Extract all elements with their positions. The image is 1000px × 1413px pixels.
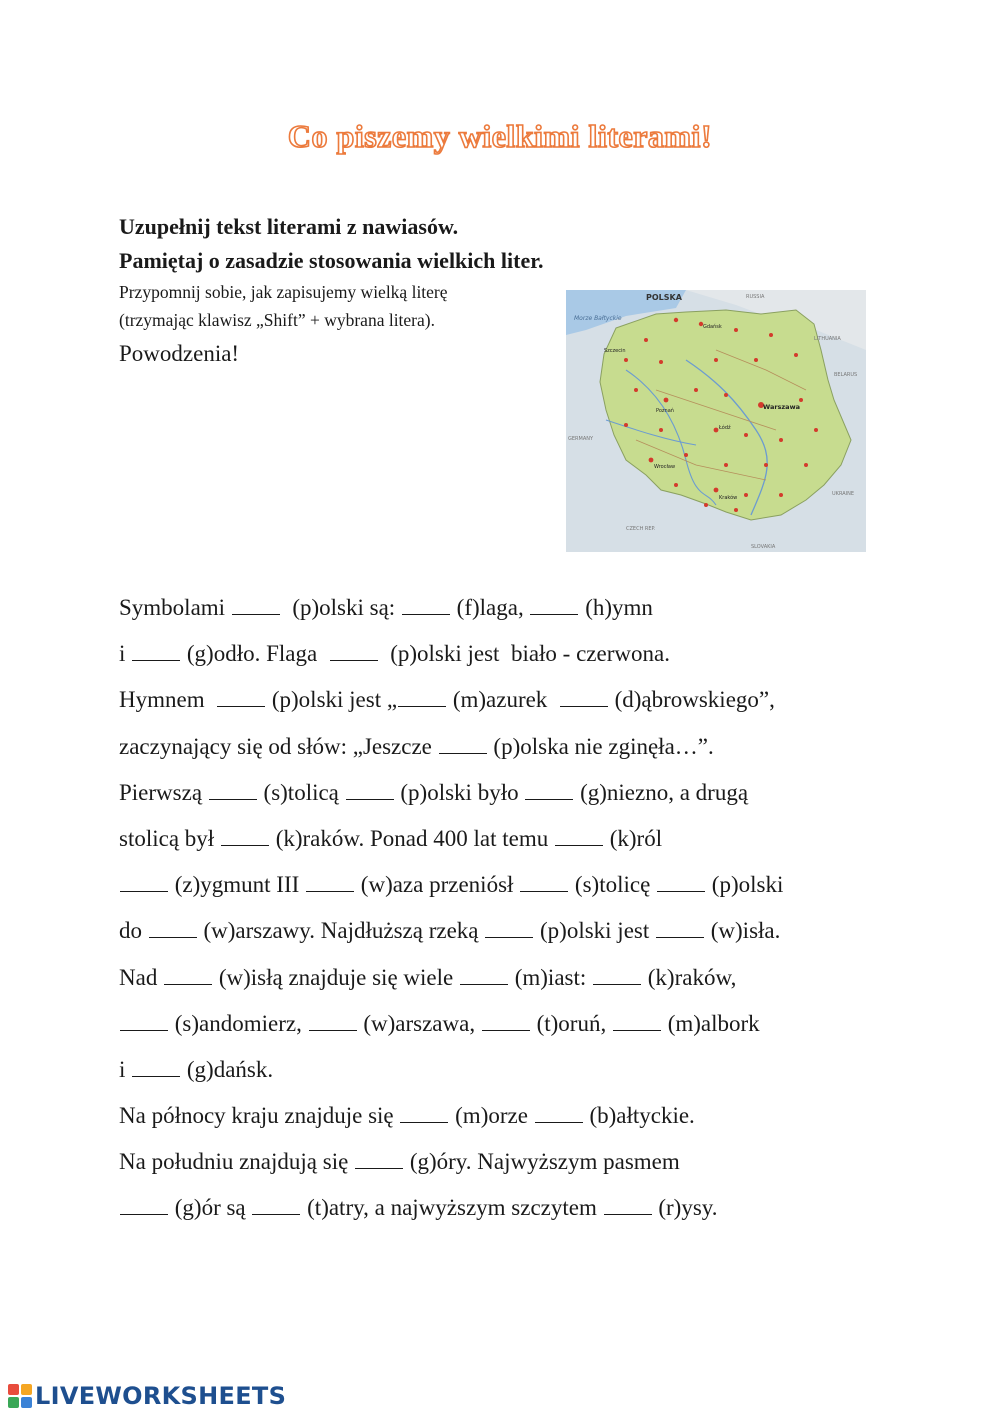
answer-blank-35[interactable] bbox=[604, 1196, 652, 1215]
answer-blank-23[interactable] bbox=[460, 966, 508, 985]
answer-blank-6[interactable] bbox=[217, 688, 265, 707]
answer-blank-27[interactable] bbox=[482, 1012, 530, 1031]
exercise-line bbox=[119, 1139, 919, 1185]
answer-blank-20[interactable] bbox=[485, 919, 533, 938]
map-capital-label: Warszawa bbox=[763, 403, 800, 411]
exercise-text-segment: (p)olski jest „ bbox=[266, 687, 398, 713]
answer-blank-5[interactable] bbox=[330, 642, 378, 661]
liveworksheets-logo bbox=[8, 1381, 286, 1411]
answer-blank-19[interactable] bbox=[149, 919, 197, 938]
instruction-line-1: Uzupełnij tekst literami z nawiasów. bbox=[119, 214, 459, 239]
exercise-line bbox=[119, 1185, 919, 1231]
map-city-label: Gdańsk bbox=[703, 324, 722, 330]
exercise-text bbox=[119, 585, 919, 1232]
map-city-label: Łódź bbox=[719, 425, 731, 431]
exercise-text-segment: (s)tolicę bbox=[569, 872, 657, 898]
instruction-line-4: (trzymając klawisz „Shift” + wybrana litera). bbox=[119, 310, 435, 330]
answer-blank-26[interactable] bbox=[309, 1012, 357, 1031]
exercise-text-segment: Na północy kraju znajduje się bbox=[119, 1103, 400, 1129]
answer-blank-8[interactable] bbox=[560, 688, 608, 707]
map-neighbor-label: CZECH REP. bbox=[626, 526, 656, 532]
exercise-text-segment: zaczynający się od słów: „Jeszcze bbox=[119, 733, 438, 759]
answer-blank-24[interactable] bbox=[593, 966, 641, 985]
answer-blank-17[interactable] bbox=[520, 873, 568, 892]
answer-blank-12[interactable] bbox=[525, 781, 573, 800]
exercise-text-segment: (s)andomierz, bbox=[169, 1010, 308, 1036]
exercise-text-segment: (s)tolicą bbox=[257, 779, 345, 805]
instruction-good-luck: Powodzenia! bbox=[119, 341, 240, 366]
map-city-label: Szczecin bbox=[604, 348, 626, 354]
exercise-text-segment: Nad bbox=[119, 964, 164, 990]
answer-blank-1[interactable] bbox=[232, 596, 280, 615]
map-city-label: Wrocław bbox=[654, 464, 676, 470]
map-neighbor-label: SLOVAKIA bbox=[751, 544, 776, 550]
exercise-line bbox=[119, 862, 919, 908]
exercise-text-segment: (k)raków, bbox=[642, 964, 737, 990]
exercise-text-segment: (g)ór są bbox=[169, 1195, 252, 1221]
exercise-text-segment: (w)arszawy. Najdłuższą rzeką bbox=[197, 918, 485, 944]
exercise-line bbox=[119, 724, 919, 770]
map-sea-label: Morze Bałtyckie bbox=[574, 315, 622, 322]
answer-blank-13[interactable] bbox=[221, 827, 269, 846]
exercise-text-segment: (g)niezno, a drugą bbox=[574, 779, 749, 805]
exercise-text-segment: (m)iast: bbox=[508, 964, 593, 990]
answer-blank-11[interactable] bbox=[346, 781, 394, 800]
answer-blank-16[interactable] bbox=[306, 873, 354, 892]
exercise-text-segment: (g)dańsk. bbox=[181, 1056, 274, 1082]
exercise-line bbox=[119, 816, 919, 862]
exercise-text-segment: (m)orze bbox=[449, 1103, 534, 1129]
exercise-text-segment: (w)arszawa, bbox=[357, 1010, 481, 1036]
answer-blank-33[interactable] bbox=[120, 1196, 168, 1215]
answer-blank-30[interactable] bbox=[400, 1104, 448, 1123]
exercise-text-segment: Na południu znajdują się bbox=[119, 1149, 355, 1175]
answer-blank-31[interactable] bbox=[535, 1104, 583, 1123]
answer-blank-7[interactable] bbox=[398, 688, 446, 707]
answer-blank-9[interactable] bbox=[439, 735, 487, 754]
answer-blank-14[interactable] bbox=[555, 827, 603, 846]
exercise-text-segment: (t)atry, a najwyższym szczytem bbox=[301, 1195, 603, 1221]
exercise-text-segment: i bbox=[119, 1056, 132, 1082]
exercise-line bbox=[119, 631, 919, 677]
exercise-text-segment: (p)olski jest bbox=[534, 918, 655, 944]
exercise-text-segment: (p)olski jest biało - czerwona. bbox=[378, 641, 670, 667]
exercise-line bbox=[119, 770, 919, 816]
exercise-line bbox=[119, 1001, 919, 1047]
map-neighbor-label: UKRAINE bbox=[832, 491, 855, 497]
exercise-text-segment: (k)raków. Ponad 400 lat temu bbox=[269, 825, 554, 851]
exercise-line bbox=[119, 908, 919, 954]
answer-blank-2[interactable] bbox=[402, 596, 450, 615]
liveworksheets-logo-icon bbox=[8, 1384, 32, 1408]
answer-blank-3[interactable] bbox=[530, 596, 578, 615]
answer-blank-4[interactable] bbox=[132, 642, 180, 661]
instruction-line-3: Przypomnij sobie, jak zapisujemy wielką literę bbox=[119, 282, 448, 302]
exercise-text-segment: (p)olski są: bbox=[280, 595, 401, 620]
exercise-text-segment: (d)ąbrowskiego”, bbox=[608, 687, 775, 713]
answer-blank-28[interactable] bbox=[613, 1012, 661, 1031]
exercise-text-segment: (p)olska nie zginęła…”. bbox=[487, 733, 714, 759]
exercise-line bbox=[119, 955, 919, 1001]
answer-blank-21[interactable] bbox=[656, 919, 704, 938]
map-neighbor-label: BELARUS bbox=[834, 372, 858, 378]
answer-blank-34[interactable] bbox=[252, 1196, 300, 1215]
exercise-text-segment: (w)isła. bbox=[705, 918, 781, 944]
exercise-text-segment: (g)odło. Flaga bbox=[181, 641, 329, 667]
map-neighbor-label: GERMANY bbox=[568, 436, 594, 442]
exercise-text-segment: do bbox=[119, 918, 148, 944]
exercise-line bbox=[119, 677, 919, 723]
answer-blank-22[interactable] bbox=[164, 966, 212, 985]
map-neighbor-label: LITHUANIA bbox=[814, 336, 841, 342]
exercise-text-segment: (k)ról bbox=[603, 825, 663, 851]
exercise-text-segment: (f)laga, bbox=[450, 595, 530, 620]
exercise-text-segment: (m)albork bbox=[661, 1010, 760, 1036]
map-country-label: POLSKA bbox=[646, 293, 682, 302]
map-city-label: Kraków bbox=[719, 495, 738, 501]
poland-map-image bbox=[566, 290, 866, 552]
map-neighbor-label: RUSSIA bbox=[746, 294, 765, 300]
worksheet-title: Co piszemy wielkimi literami! bbox=[287, 118, 713, 154]
exercise-line bbox=[119, 1093, 919, 1139]
map-city-label: Poznań bbox=[656, 408, 674, 414]
exercise-text-segment: (h)ymn bbox=[579, 595, 653, 620]
answer-blank-32[interactable] bbox=[355, 1150, 403, 1169]
exercise-text-segment: Hymnem bbox=[119, 687, 217, 713]
exercise-text-segment: (z)ygmunt III bbox=[169, 872, 306, 898]
exercise-line bbox=[119, 1047, 919, 1093]
exercise-text-segment: (p)olski bbox=[706, 872, 784, 898]
exercise-text-segment: Symbolami bbox=[119, 595, 231, 620]
answer-blank-25[interactable] bbox=[120, 1012, 168, 1031]
exercise-text-segment: (w)isłą znajduje się wiele bbox=[213, 964, 459, 990]
exercise-text-segment: (w)aza przeniósł bbox=[355, 872, 520, 898]
logo-text: LIVEWORKSHEETS bbox=[35, 1382, 287, 1410]
exercise-line bbox=[119, 585, 919, 631]
instruction-line-2: Pamiętaj o zasadzie stosowania wielkich liter. bbox=[119, 248, 544, 273]
exercise-text-segment: (r)ysy. bbox=[652, 1195, 718, 1221]
answer-blank-29[interactable] bbox=[132, 1058, 180, 1077]
exercise-text-segment: (t)oruń, bbox=[530, 1010, 612, 1036]
answer-blank-18[interactable] bbox=[657, 873, 705, 892]
answer-blank-15[interactable] bbox=[120, 873, 168, 892]
exercise-text-segment: i bbox=[119, 641, 132, 667]
exercise-text-segment: (p)olski było bbox=[394, 779, 525, 805]
exercise-text-segment: (g)óry. Najwyższym pasmem bbox=[404, 1149, 680, 1175]
answer-blank-10[interactable] bbox=[209, 781, 257, 800]
exercise-text-segment: stolicą był bbox=[119, 825, 220, 851]
exercise-text-segment: (m)azurek bbox=[447, 687, 559, 713]
poland-map bbox=[566, 290, 866, 552]
exercise-text-segment: (b)ałtyckie. bbox=[583, 1103, 695, 1129]
exercise-text-segment: Pierwszą bbox=[119, 779, 208, 805]
